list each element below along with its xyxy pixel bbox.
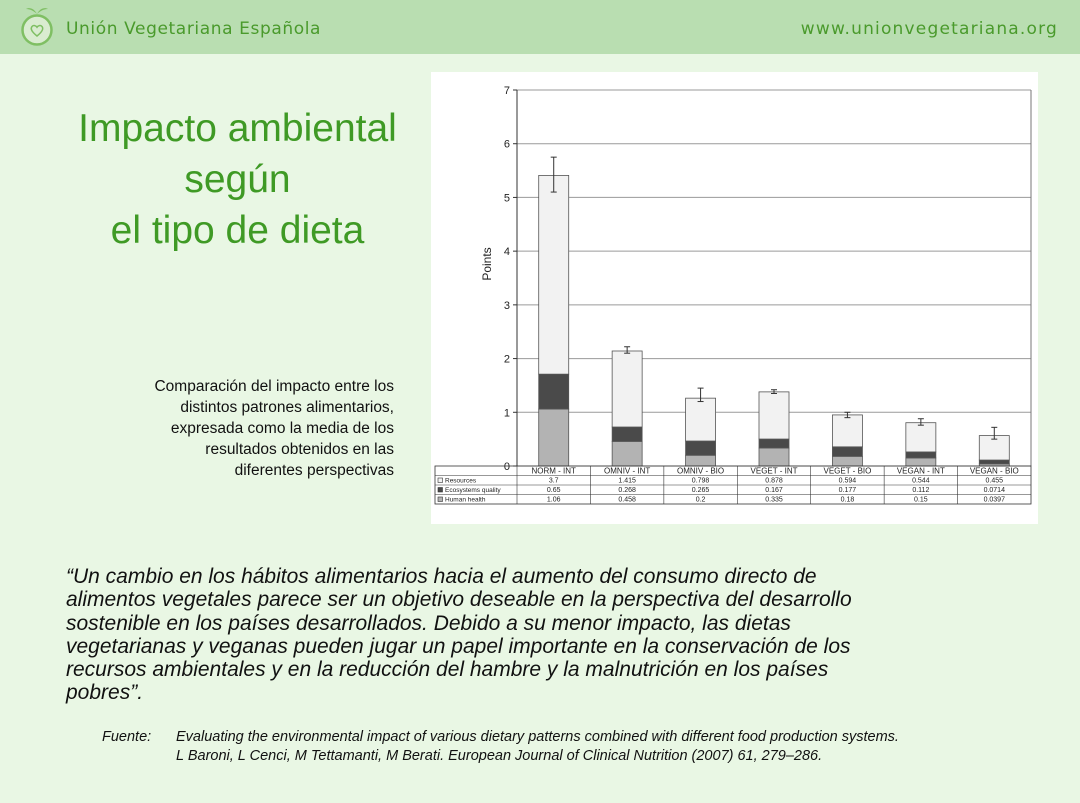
quote-block [66,565,1026,705]
data-value-label: 0.455 [985,477,1004,485]
quote-line: pobres”. [66,681,144,705]
y-tick-label: 4 [503,246,510,259]
data-value-label: 3.7 [548,477,559,485]
data-value-label: 0.112 [912,487,930,494]
data-value-label: 0.15 [914,496,928,504]
x-category-label: VEGET - INT [750,466,798,476]
bar-segment [686,398,716,441]
quote-line: sostenible en los países desarrollados. Debido a su menor impacto, las dietas [66,611,791,635]
caption-line: resultados obtenidos en las [205,441,394,458]
data-value-label: 0.18 [840,496,855,504]
quote-line: alimentos vegetales parece ser un objetivo deseable en la perspectiva del desarrollo [66,588,852,612]
data-value-label: 0.335 [765,496,783,504]
title-line: el tipo de dieta [110,209,365,252]
bar-segment [759,392,789,439]
title-line: según [184,158,291,201]
x-category-label: OMNIV - INT [604,466,651,476]
bar-segment [539,374,569,409]
caption-line: Comparación del impacto entre los [154,378,394,395]
data-value-label: 0.878 [765,477,783,485]
bar-segment [612,427,642,441]
y-tick-label: 1 [503,407,510,420]
quote-line: vegetarianas y veganas pueden jugar un papel importante en la conservación de los [66,634,851,658]
y-tick-label: 5 [503,192,510,205]
org-website-link[interactable]: www.unionvegetariana.org [800,19,1058,39]
data-value-label: 0.544 [912,477,930,485]
data-value-label: 0.594 [838,477,857,485]
source-label: Fuente: [102,729,152,745]
y-tick-label: 3 [503,299,510,312]
data-value-label: 0.177 [838,487,857,494]
title-line: Impacto ambiental [78,107,397,150]
bar-segment [539,409,569,466]
bar-segment [612,351,642,427]
bar-segment [612,441,642,466]
bar-segment [759,448,789,466]
chart-panel [431,72,1038,524]
data-value-label: 0.167 [765,487,783,494]
legend-entry: Human health [445,496,486,504]
x-category-label: VEGET - BIO [823,466,872,476]
legend-entry: Resources [445,477,477,485]
data-value-label: 0.0397 [983,496,1005,504]
data-value-label: 0.265 [691,487,710,494]
org-name: Unión Vegetariana Española [66,19,322,39]
chart-caption [90,376,394,481]
source-title: Evaluating the environmental impact of various dietary patterns combined with different food production systems. [176,729,899,745]
bar-segment [906,452,936,458]
x-category-label: OMNIV - BIO [677,466,725,476]
bar-segment [906,423,936,452]
data-value-label: 0.0714 [983,487,1005,494]
data-value-label: 0.268 [618,487,636,494]
x-category-label: VEGAN - BIO [969,466,1019,476]
source-authors: L Baroni, L Cenci, M Tettamanti, M Berati. European Journal of Clinical Nutrition (2007) 61, 279–286. [176,748,823,764]
stacked-bar-chart [431,72,1038,524]
apple-heart-icon [20,5,54,49]
bar-segment [759,439,789,448]
bar-segment [832,456,862,466]
bar-segment [686,455,716,466]
y-tick-label: 6 [503,138,510,151]
data-value-label: 0.458 [618,496,636,504]
y-tick-label: 2 [503,353,510,366]
caption-line: diferentes perspectivas [234,462,394,479]
legend-swatch [438,488,443,493]
data-value-label: 0.798 [691,477,710,485]
bar-segment [539,175,569,374]
legend-swatch [438,497,443,502]
quote-line: recursos ambientales y en la reducción del hambre y la malnutrición en los países [66,658,829,682]
bar-segment [906,458,936,466]
data-value-label: 1.06 [546,496,561,504]
page-title [40,103,435,256]
quote-line: “Un cambio en los hábitos alimentarios hacia el aumento del consumo directo de [66,565,817,588]
y-tick-label: 0 [503,461,510,473]
data-value-label: 0.65 [546,487,561,494]
x-category-label: VEGAN - INT [896,466,945,476]
caption-line: expresada como la media de los [170,420,394,437]
legend-swatch [438,478,443,483]
bar-segment [832,447,862,457]
header-bar [0,0,1080,54]
data-value-label: 0.2 [695,496,706,504]
y-axis-label: Points [480,247,494,281]
data-value-label: 1.415 [618,477,636,485]
bar-segment [979,460,1009,464]
legend-entry: Ecosystems quality [445,487,501,494]
y-tick-label: 7 [503,85,510,97]
bar-segment [832,415,862,447]
bar-segment [686,441,716,455]
x-category-label: NORM - INT [531,466,576,476]
caption-line: distintos patrones alimentarios, [180,399,394,416]
